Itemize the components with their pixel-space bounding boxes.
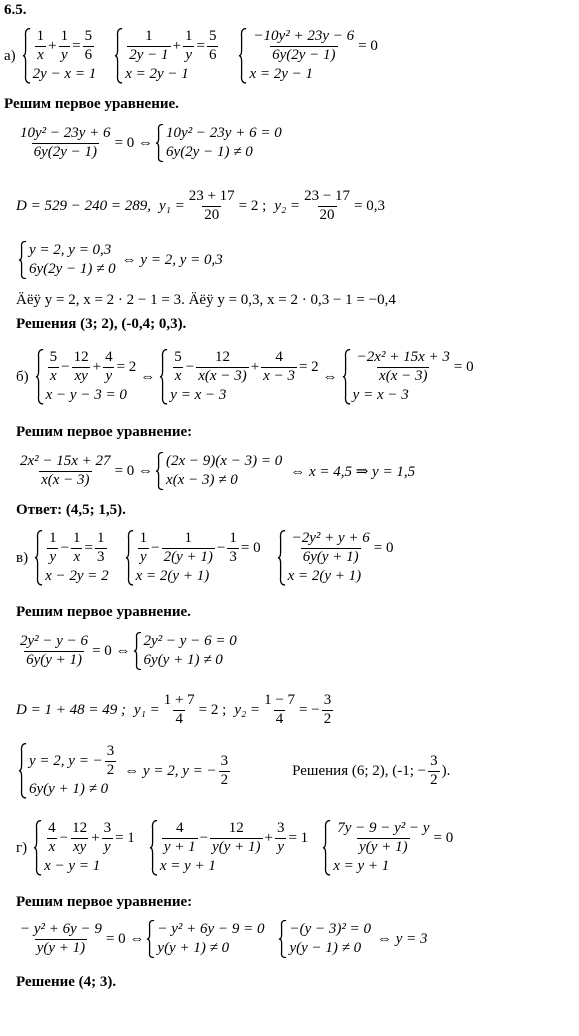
system-d3: $\frac{\text{7y − 9 − y² − y}}{y(y + 1)}$ = 0 x = y + 1 — [322, 820, 453, 876]
brace-icon — [238, 28, 247, 84]
part-d-solution: Решение (4; 3). — [16, 974, 117, 990]
brace-icon — [322, 820, 331, 876]
brace-icon — [18, 241, 27, 279]
system-c1: $\frac{1}{y}$ − $\frac{1}{x}$ = $\frac{1}{3}$ x − 2y = 2 — [34, 530, 109, 586]
part-c-label: в) — [16, 549, 29, 566]
part-a-roots-system: y = 2, y = 0,3 6y(2y − 1) ≠ 0 ⇔ y = 2, y = 0,3 — [16, 236, 579, 284]
brace-icon — [155, 124, 164, 162]
brace-icon — [125, 530, 134, 586]
brace-icon — [114, 28, 123, 84]
system-c3: $\frac{\text{−2y² + y + 6}}{6y(y + 1)}$ = 0 x = 2(y + 1) — [277, 530, 394, 586]
system-d1: $\frac{4}{x}$ − $\frac{12}{xy}$ + $\frac{3}{y}$ = 1 x − y = 1 — [33, 820, 135, 876]
system-b2: $\frac{5}{x}$ − $\frac{12}{x(x - 3)}$ + $\frac{4}{x - 3}$ = 2 y = x − 3 — [159, 349, 318, 405]
brace-icon — [35, 349, 44, 405]
part-c-solve-heading: Решим первое уравнение. — [16, 604, 191, 620]
system-b3: $\frac{\text{−2x² + 15x + 3}}{x(x - 3)}$ = 0 y = x − 3 — [342, 349, 474, 405]
part-a-discriminant: D = 529 − 240 = 289, y₁ = $\frac{23 + 17}{20}$ = 2 ; y₂ = $\frac{23 - 17}{20}$ = 0,3 — [16, 187, 385, 223]
part-a-label: а) — [4, 47, 16, 64]
part-c-eq1: $\frac{\text{2y² − y − 6}}{6y(y + 1)}$ = 0 ⇔ 2y² − y − 6 = 0 6y(y + 1) ≠ 0 — [20, 632, 237, 668]
system-b1: $\frac{5}{x}$ − $\frac{12}{xy}$ + $\frac{4}{y}$ = 2 x − y − 3 = 0 — [35, 349, 137, 405]
brace-icon — [33, 820, 42, 876]
part-b-solve-heading: Решим первое уравнение: — [16, 424, 193, 440]
part-c-roots-system: y = 2, y = − $\frac{3}{2}$ 6y(y + 1) ≠ 0 ⇔ y = 2, y = − $\frac{3}{2}$ Решения (6; 2), (-1; − $\frac{3}{2}$ ). — [16, 740, 579, 802]
system-a3: $\frac{\text{−10y² + 23y − 6}}{6y(2y - 1)}$ = 0 x = 2y − 1 — [238, 28, 377, 84]
part-a-systems — [4, 22, 579, 90]
part-c-solutions: Решения (6; 2), (-1; − $\frac{3}{2}$ ). — [292, 752, 451, 788]
part-b-label: б) — [16, 368, 29, 385]
part-b-answer: Ответ: (4,5; 1,5). — [16, 502, 126, 518]
part-c-systems — [16, 522, 579, 594]
part-d-solve-heading: Решим первое уравнение: — [16, 894, 193, 910]
brace-icon — [277, 530, 286, 586]
brace-icon — [146, 920, 155, 958]
system-c2: $\frac{1}{y}$ − $\frac{1}{2(y + 1)}$ − $\frac{1}{3}$ = 0 x = 2(y + 1) — [125, 530, 261, 586]
brace-icon — [149, 820, 158, 876]
part-d-systems — [16, 810, 579, 886]
part-c-discriminant: D = 1 + 48 = 49 ; y₁ = $\frac{1 + 7}{4}$ = 2 ; y₂ = $\frac{1 - 7}{4}$ = − $\frac{3}{2}$ — [16, 691, 332, 727]
part-b-systems: б) $\frac{5}{x}$ − $\frac{12}{xy}$ + $\frac{4}{y}$ = 2 x − y − 3 = 0 ⇔ $\frac{5}{x}$ − $\frac{12}{x(x - 3)}$ + $\frac{4}{x - 3}$ = 2 y = x − 3 ⇔ $\frac{\text{−2x² + 15x + 3}}{x(x - 3)}$ = 0 y = x − 3 — [16, 349, 474, 403]
problem-number: 6.5. — [4, 2, 27, 18]
part-a-solve-heading: Решим первое уравнение. — [4, 96, 179, 112]
part-d-label: г) — [16, 839, 28, 856]
system-d2: $\frac{4}{y + 1}$ − $\frac{12}{y(y + 1)}$ + $\frac{3}{y}$ = 1 x = y + 1 — [149, 820, 308, 876]
part-d-eq1: $\frac{\text{− y² + 6y − 9}}{y(y + 1)}$ = 0 ⇔ − y² + 6y − 9 = 0 y(y + 1) ≠ 0 −(y − 3)² = 0 y(y − 1) ≠ 0 ⇔ y = 3 — [20, 920, 428, 956]
brace-icon — [155, 452, 164, 490]
part-a-eq1: $\frac{\text{10y² − 23y + 6}}{6y(2y - 1)}$ = 0 ⇔ 10y² − 23y + 6 = 0 6y(2y − 1) ≠ 0 — [20, 124, 282, 160]
part-a-substitution: Äëÿ y = 2, x = 2 · 2 − 1 = 3. Äëÿ y = 0,3, x = 2 · 0,3 − 1 = −0,4 — [16, 292, 396, 308]
brace-icon — [22, 28, 31, 84]
brace-icon — [18, 743, 27, 799]
brace-icon — [278, 920, 287, 958]
system-a1: $\frac{1}{x}$ + $\frac{1}{y}$ = $\frac{5}{6}$ 2y − x = 1 — [22, 28, 97, 84]
brace-icon — [133, 632, 142, 670]
part-a-solutions: Решения (3; 2), (-0,4; 0,3). — [16, 316, 187, 332]
system-a2: $\frac{1}{2y - 1}$ + $\frac{1}{y}$ = $\frac{5}{6}$ x = 2y − 1 — [114, 28, 220, 84]
part-b-eq1: $\frac{\text{2x² − 15x + 27}}{x(x - 3)}$ = 0 ⇔ (2x − 9)(x − 3) = 0 x(x − 3) ≠ 0 ⇔ x = 4,5 ⇒ y = 1,5 — [20, 452, 416, 488]
brace-icon — [342, 349, 351, 405]
brace-icon — [159, 349, 168, 405]
brace-icon — [34, 530, 43, 586]
